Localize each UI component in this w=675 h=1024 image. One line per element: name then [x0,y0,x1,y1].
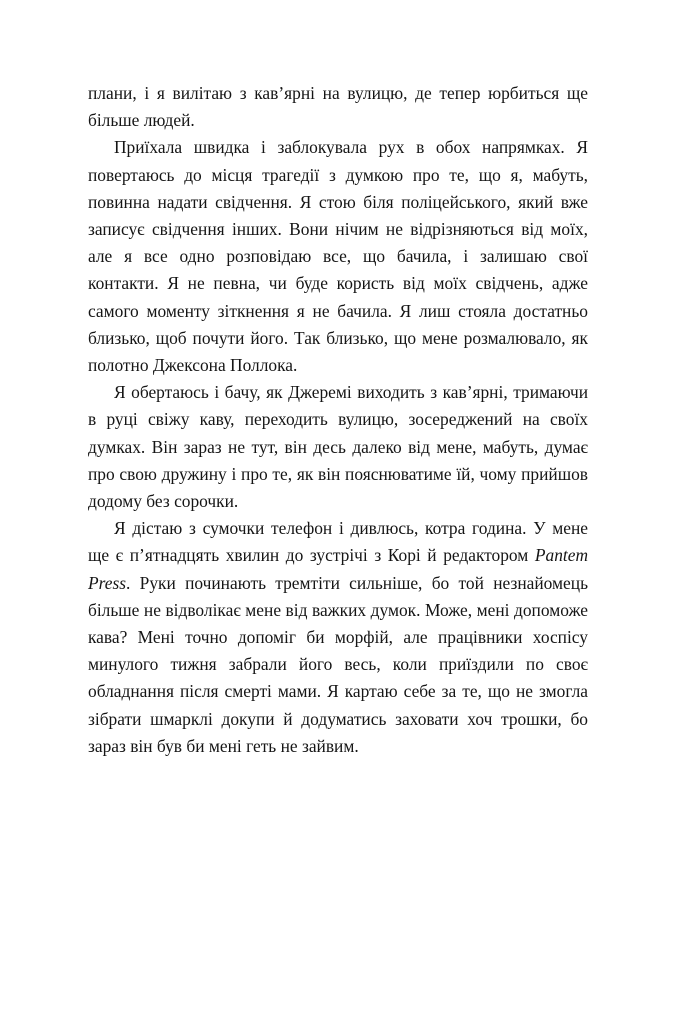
paragraph [88,515,588,760]
body-text-block [88,80,588,760]
publisher-name-italic: Pantem Press [88,545,588,593]
paragraph-segment: . Руки починають тремтіти сильніше, бо той незнайомець більше не відволікає мене від важких думок. Може, мені допоможе кава? Мені точно допоміг би морфій, але працівники хоспісу минулого тижня забрали його весь, коли приїздили по своє обладнання після смерті мами. Я картаю себе за те, що не змогла зібрати шмарклі докупи й додуматись заховати хоч трошки, бо зараз він був би мені геть не зайвим. [88,572,588,756]
paragraph: Я обертаюсь і бачу, як Джеремі виходить з кав’ярні, тримаючи в руці свіжу каву, переходить вулицю, зосереджений на своїх думках. Він зараз не тут, він десь далеко від мене, мабуть, думає про свою дружину і про те, як він пояснюватиме їй, чому прийшов додому без сорочки. [88,382,588,512]
paragraph: Приїхала швидка і заблокувала рух в обох напрямках. Я повертаюсь до місця трагедії з думкою про те, що я, мабуть, повинна надати свідчення. Я стою біля поліцейського, який вже записує свідчення інших. Вони нічим не відрізняються від моїх, але я все одно розповідаю все, що бачила, і залишаю свої контакти. Я не певна, чи буде користь від моїх свідчень, адже самого моменту зіткнення я не бачила. Я лиш стояла достатньо близько, щоб почути його. Так близько, що мене розмалювало, як полотно Джексона Поллока. [88,137,588,376]
paragraph: плани, і я вилітаю з кав’ярні на вулицю, де тепер юрбиться ще більше людей. [88,83,588,131]
paragraph-segment: Я дістаю з сумочки телефон і дивлюсь, котра година. У мене ще є п’ятнадцять хвилин до зустрічі з Корі й редактором [88,518,588,566]
